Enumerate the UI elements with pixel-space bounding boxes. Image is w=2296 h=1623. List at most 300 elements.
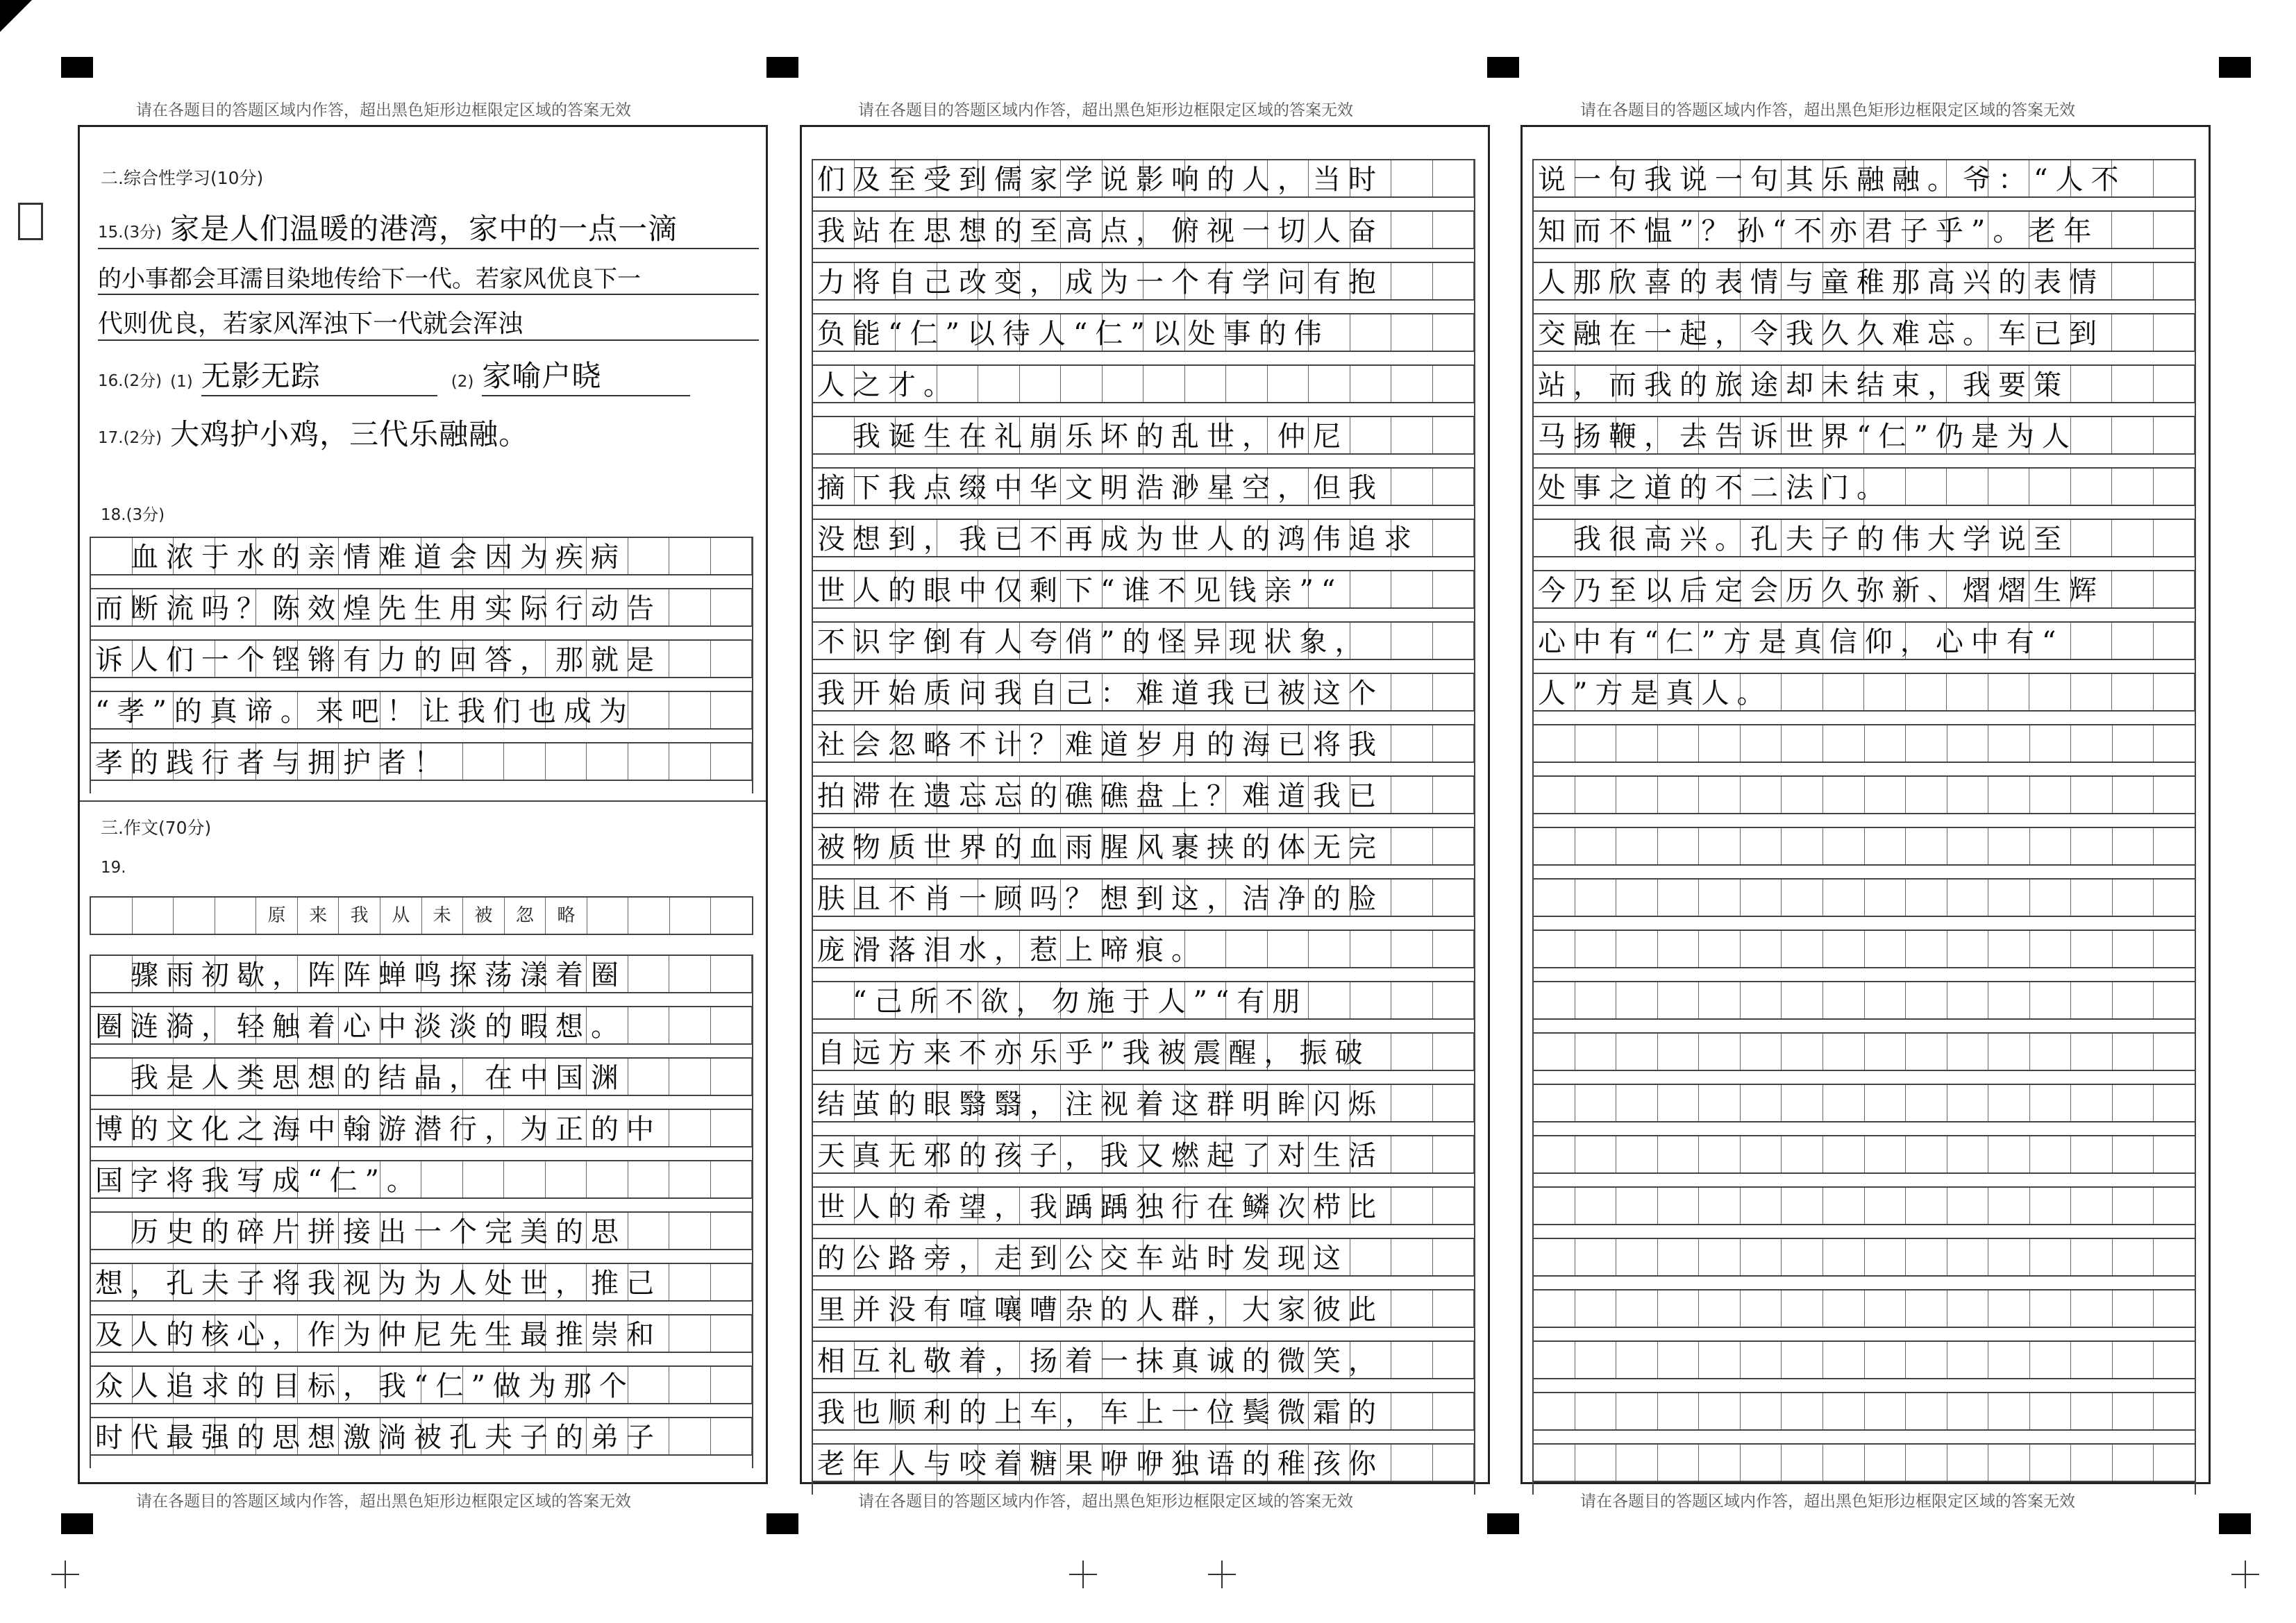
essay-row-text: 说一句我说一句其乐融融。爷：“人不 [1538,164,2127,196]
grid-cell [1741,1136,1782,1172]
grid-cell [1865,1290,1907,1327]
grid-cell [1823,931,1865,967]
grid-cell [1906,1342,1947,1378]
grid-cell [1782,1188,1823,1224]
grid-cell [2071,1290,2113,1327]
grid-cell [1823,1239,1865,1275]
essay-row-text: 里并没有喧嚷嘈杂的人群，大家彼此 [817,1294,1384,1326]
grid-row [91,1417,752,1456]
grid-cell [1616,931,1658,967]
grid-cell [2030,828,2072,864]
essay-row-text: 交融在一起，令我久久难忘。车已到 [1538,318,2104,350]
grid-row [1534,724,2195,763]
corner-registration-mark [0,0,32,32]
essay-title-row [91,896,752,935]
warning-text-top-3: 请在各题目的答题区域内作答，超出黑色矩形边框限定区域的答案无效 [1580,101,2075,119]
grid-cell [1616,725,1658,762]
grid-cell [1616,1445,1658,1481]
essay-row-text: 摘下我点缀中华文明浩渺星空，但我 [817,472,1384,504]
grid-cell [2154,828,2195,864]
grid-cell [1534,1239,1575,1275]
grid-cell [1823,725,1865,762]
grid-cell [1699,1239,1741,1275]
grid-cell [1741,1445,1782,1481]
q18-answer-grid [90,537,753,793]
q16-part2-label: (2) [451,373,474,391]
grid-cell [1616,1290,1658,1327]
grid-cell [1658,1393,1700,1429]
essay-row-text: 人那欣喜的表情与童稚那高兴的表情 [1538,267,2104,298]
grid-cell [2030,1445,2072,1481]
grid-cell [1865,1085,1907,1121]
grid-cell [1699,982,1741,1018]
grid-row [813,1340,1474,1379]
title-cell [174,898,215,934]
essay-row-text: 站，而我的旅途却未结束，我要策 [1538,369,2069,401]
grid-row [1534,1186,2195,1225]
grid-cell [1658,1136,1700,1172]
registration-mark-bottom-3 [1487,1513,1519,1534]
grid-cell [1988,1445,2030,1481]
grid-cell [1906,982,1947,1018]
grid-cell [1906,931,1947,967]
grid-cell [1658,725,1700,762]
grid-cell [1658,931,1700,967]
grid-row [1534,467,2195,506]
grid-row [813,416,1474,455]
grid-cell [2113,1136,2154,1172]
registration-mark-top-1 [61,57,93,78]
grid-cell [1823,1393,1865,1429]
grid-row [1534,1032,2195,1071]
grid-cell [1741,982,1782,1018]
grid-cell [2154,1136,2195,1172]
grid-cell [2154,1445,2195,1481]
grid-cell [2154,725,2195,762]
title-cell [587,898,629,934]
q15-underline [98,255,759,295]
essay-row-text: 时代最强的思想激淌被孔夫子的弟子 [95,1422,662,1454]
grid-cell [1658,1445,1700,1481]
grid-row [813,1135,1474,1174]
grid-cell [1699,1445,1741,1481]
grid-cell [1823,1290,1865,1327]
section3-heading: 三.作文(70分) [101,818,212,838]
grid-cell [1865,1136,1907,1172]
grid-cell [1988,1034,2030,1070]
title-char: 忽 [505,898,546,934]
grid-cell [1782,982,1823,1018]
grid-cell [1947,1136,1989,1172]
grid-cell [1575,1445,1617,1481]
grid-cell [1534,880,1575,916]
grid-cell [1575,1188,1617,1224]
grid-cell [1865,982,1907,1018]
grid-cell [1741,828,1782,864]
grid-cell [1658,1085,1700,1121]
grid-cell [2154,880,2195,916]
grid-cell [1658,1034,1700,1070]
warning-text-top-1: 请在各题目的答题区域内作答，超出黑色矩形边框限定区域的答案无效 [136,101,631,119]
essay-title-grid [90,896,753,935]
grid-row [813,621,1474,660]
essay-row-text: 想，孔夫子将我视为为人处世，推己 [95,1268,662,1300]
grid-cell [2071,1342,2113,1378]
essay-row-text: 结茧的眼翳翳，注视着这群明眸闪烁 [817,1088,1384,1120]
q17-answer: 大鸡护小鸡，三代乐融融。 [170,417,529,451]
essay-grid-panel-1 [90,955,753,1468]
grid-cell [2113,1188,2154,1224]
grid-cell [1616,1393,1658,1429]
grid-cell [1534,777,1575,813]
title-cell [91,898,133,934]
grid-row [91,1057,752,1096]
grid-cell [1906,1239,1947,1275]
essay-row-text: 负能“仁”以待人“仁”以处事的伟 [817,318,1330,350]
grid-row [1534,570,2195,609]
grid-cell [1782,880,1823,916]
grid-cell [1988,828,2030,864]
grid-cell [2113,1342,2154,1378]
grid-cell [1947,1188,1989,1224]
grid-cell [2030,1342,2072,1378]
q18-row-2: 而断流吗？陈效煌先生用实际行动告 [95,593,662,625]
grid-cell [1699,1188,1741,1224]
grid-cell [1947,828,1989,864]
grid-cell [1616,777,1658,813]
grid-cell [1699,828,1741,864]
grid-row [1534,313,2195,352]
grid-row [813,1032,1474,1071]
essay-row-text: 马扬鞭，去告诉世界“仁”仍是为人 [1538,421,2077,453]
registration-mark-bottom-2 [766,1513,798,1534]
grid-cell [1947,1034,1989,1070]
essay-row-text: 自远方来不亦乐乎”我被震醒，振破 [817,1037,1371,1069]
grid-cell [1575,1136,1617,1172]
essay-row-text: 天真无邪的孩子，我又燃起了对生活 [817,1140,1384,1172]
essay-row-text: 圈涟漪，轻触着心中淡淡的暇想。 [95,1011,626,1043]
grid-row [91,1365,752,1404]
q18-row-4: “孝”的真谛。来吧！让我们也成为 [95,696,635,728]
title-char: 略 [546,898,587,934]
grid-cell [1782,828,1823,864]
grid-cell [1865,777,1907,813]
grid-row [813,930,1474,968]
grid-row [1534,1340,2195,1379]
grid-cell [1658,982,1700,1018]
grid-cell [1988,1239,2030,1275]
grid-row [1534,878,2195,917]
grid-cell [1782,725,1823,762]
grid-cell [1823,982,1865,1018]
essay-grid-panel-2 [812,159,1475,1495]
grid-cell [1575,1034,1617,1070]
grid-cell [1823,1188,1865,1224]
answer-panel-1 [78,125,768,1484]
grid-cell [2030,931,2072,967]
grid-cell [1616,828,1658,864]
grid-cell [1865,880,1907,916]
grid-cell [2154,777,2195,813]
grid-cell [1823,1136,1865,1172]
grid-cell [1575,828,1617,864]
grid-cell [1534,931,1575,967]
essay-row-text: 们及至受到儒家学说影响的人，当时 [817,164,1384,196]
grid-cell [1906,1188,1947,1224]
grid-row [1534,1289,2195,1328]
grid-cell [1906,1445,1947,1481]
grid-cell [2113,1393,2154,1429]
grid-cell [1782,1393,1823,1429]
grid-cell [1658,1290,1700,1327]
essay-row-text: 历史的碎片拼接出一个完美的思 [95,1216,626,1248]
grid-cell [1616,1085,1658,1121]
grid-cell [1988,982,2030,1018]
grid-row [813,262,1474,301]
grid-cell [2030,777,2072,813]
grid-cell [1534,828,1575,864]
grid-cell [1699,880,1741,916]
grid-cell [2030,880,2072,916]
grid-row [91,1314,752,1353]
essay-row-text: 国字将我写成“仁”。 [95,1165,422,1197]
grid-row [91,1160,752,1199]
grid-cell [1741,880,1782,916]
grid-row [813,467,1474,506]
grid-cell [2113,725,2154,762]
registration-mark-top-2 [766,57,798,78]
grid-cell [1865,1188,1907,1224]
essay-row-text: 世人的希望，我踽踽独行在鳞次栉比 [817,1191,1384,1223]
essay-grid-panel-3 [1532,159,2196,1495]
title-cell [133,898,174,934]
grid-cell [1947,777,1989,813]
grid-cell [1865,1342,1907,1378]
grid-row [1534,981,2195,1020]
grid-cell [1699,1342,1741,1378]
q18-row-3: 诉人们一个铿锵有力的回答，那就是 [95,644,662,676]
grid-cell [1988,1136,2030,1172]
grid-cell [1658,1342,1700,1378]
grid-cell [2071,777,2113,813]
grid-cell [1699,1393,1741,1429]
essay-row-text: 人”方是真人。 [1538,678,1773,709]
grid-cell [1534,1188,1575,1224]
grid-cell [1823,1342,1865,1378]
q16-number: 16.(2分) [98,372,162,390]
title-cell [215,898,257,934]
grid-cell [2071,828,2113,864]
essay-row-text: 处事之道的不二法门。 [1538,472,1892,504]
grid-cell [2154,982,2195,1018]
title-cell [670,898,712,934]
q18-row-5: 孝的践行者与拥护者！ [95,747,449,779]
grid-row [1534,262,2195,301]
grid-cell [1534,1342,1575,1378]
grid-cell [1575,1085,1617,1121]
essay-row-text: 相互礼敬着，扬着一抹真诚的微笑， [817,1345,1384,1377]
grid-cell [1658,828,1700,864]
grid-cell [1616,1136,1658,1172]
grid-row [813,878,1474,917]
grid-cell [2154,1034,2195,1070]
grid-cell [1947,1085,1989,1121]
essay-row-text: 博的文化之海中翰游潜行，为正的中 [95,1113,662,1145]
grid-cell [1947,880,1989,916]
grid-cell [2030,1290,2072,1327]
grid-cell [1823,1085,1865,1121]
grid-row [813,1186,1474,1225]
grid-cell [1906,777,1947,813]
title-char: 从 [380,898,422,934]
grid-cell [1534,1445,1575,1481]
grid-cell [1741,777,1782,813]
grid-cell [2113,777,2154,813]
essay-row-text: 我开始质问我自己：难道我已被这个 [817,678,1384,709]
essay-row-text: 我很高兴。孔夫子的伟大学说至 [1538,523,2069,555]
grid-cell [2113,982,2154,1018]
grid-row [813,519,1474,557]
grid-row [91,691,752,730]
grid-cell [2071,931,2113,967]
essay-row-text: 没想到，我已不再成为世人的鸿伟追求 [817,523,1419,555]
grid-cell [1988,880,2030,916]
grid-cell [2113,828,2154,864]
grid-cell [2154,1085,2195,1121]
essay-row-text: 肤且不肖一顾吗？想到这，洁净的脸 [817,883,1384,915]
grid-row [1534,1392,2195,1431]
grid-cell [1699,931,1741,967]
grid-cell [1782,1085,1823,1121]
grid-cell [2071,1085,2113,1121]
grid-row [1534,673,2195,712]
grid-cell [1947,931,1989,967]
grid-row [813,724,1474,763]
grid-cell [1575,1239,1617,1275]
grid-row [1534,827,2195,866]
essay-row-text: 骤雨初歇，阵阵蝉鸣探荡漾着圈 [95,959,626,991]
essay-row-text: 不识字倒有人夸俏”的怪异现状象， [817,626,1371,658]
grid-cell [1658,1239,1700,1275]
grid-cell [2071,1034,2113,1070]
grid-cell [1534,725,1575,762]
grid-cell [2071,1188,2113,1224]
essay-row-text: 心中有“仁”方是真信仰，心中有“ [1538,626,2064,658]
grid-cell [2071,982,2113,1018]
grid-cell [1699,777,1741,813]
grid-cell [1947,982,1989,1018]
grid-cell [1741,1085,1782,1121]
grid-cell [1699,1136,1741,1172]
grid-cell [2154,1342,2195,1378]
essay-row-text: 老年人与咬着糖果咿咿独语的稚孩你 [817,1448,1384,1480]
grid-cell [1906,1085,1947,1121]
grid-row [813,364,1474,403]
grid-cell [1741,1034,1782,1070]
grid-cell [1906,828,1947,864]
title-char: 原 [256,898,298,934]
grid-cell [2113,1034,2154,1070]
grid-cell [2030,725,2072,762]
grid-cell [1741,725,1782,762]
essay-row-text: 社会忽略不计？难道岁月的海已将我 [817,729,1384,761]
grid-cell [1823,1034,1865,1070]
grid-row [91,537,752,575]
grid-row [813,313,1474,352]
grid-row [91,955,752,993]
grid-cell [2154,931,2195,967]
q17-number: 17.(2分) [98,429,162,447]
essay-row-text: 我也顺利的上车，车上一位鬓微霜的 [817,1397,1384,1429]
grid-cell [1575,982,1617,1018]
grid-row [91,588,752,627]
grid-row [1534,416,2195,455]
q18-row-1: 血浓于水的亲情难道会因为疾病 [95,541,626,573]
grid-row [1534,1084,2195,1122]
grid-cell [1658,777,1700,813]
grid-cell [2113,1290,2154,1327]
warning-text-bottom-3: 请在各题目的答题区域内作答，超出黑色矩形边框限定区域的答案无效 [1580,1492,2075,1511]
grid-cell [1658,880,1700,916]
essay-row-text: 众人追求的目标，我“仁”做为那个 [95,1370,635,1402]
grid-cell [1947,725,1989,762]
grid-cell [1865,1445,1907,1481]
grid-cell [1947,1342,1989,1378]
title-char: 未 [422,898,464,934]
grid-cell [1741,1239,1782,1275]
grid-cell [1988,1085,2030,1121]
title-char: 来 [298,898,340,934]
grid-cell [2030,1085,2072,1121]
grid-cell [1865,725,1907,762]
essay-row-text: 世人的眼中仅剩下“谁不见钱亲”“ [817,575,1343,607]
grid-cell [1782,1445,1823,1481]
grid-cell [1865,1393,1907,1429]
grid-cell [1906,1034,1947,1070]
grid-cell [1575,1290,1617,1327]
essay-row-text: 人之才。 [817,369,959,401]
q15-underline [98,205,759,249]
grid-row [91,1263,752,1302]
grid-cell [2030,1239,2072,1275]
grid-cell [1823,777,1865,813]
grid-cell [1658,1188,1700,1224]
grid-cell [1534,982,1575,1018]
essay-row-text: 力将自己改变，成为一个有学问有抱 [817,267,1384,298]
grid-cell [1782,1239,1823,1275]
grid-row [813,981,1474,1020]
grid-cell [1741,1342,1782,1378]
grid-cell [2030,982,2072,1018]
grid-row [813,775,1474,814]
grid-cell [2071,1445,2113,1481]
q16-line [98,353,759,396]
grid-row [813,827,1474,866]
grid-cell [1699,725,1741,762]
grid-cell [1575,1393,1617,1429]
q16-part2-answer: 家喻户晓 [482,353,690,396]
grid-cell [2071,1239,2113,1275]
grid-cell [1575,777,1617,813]
grid-row [1534,519,2195,557]
grid-cell [1823,880,1865,916]
grid-cell [1575,1342,1617,1378]
title-cell [711,898,752,934]
grid-cell [1823,828,1865,864]
grid-cell [1865,1034,1907,1070]
grid-cell [2071,880,2113,916]
section-divider [80,800,766,802]
